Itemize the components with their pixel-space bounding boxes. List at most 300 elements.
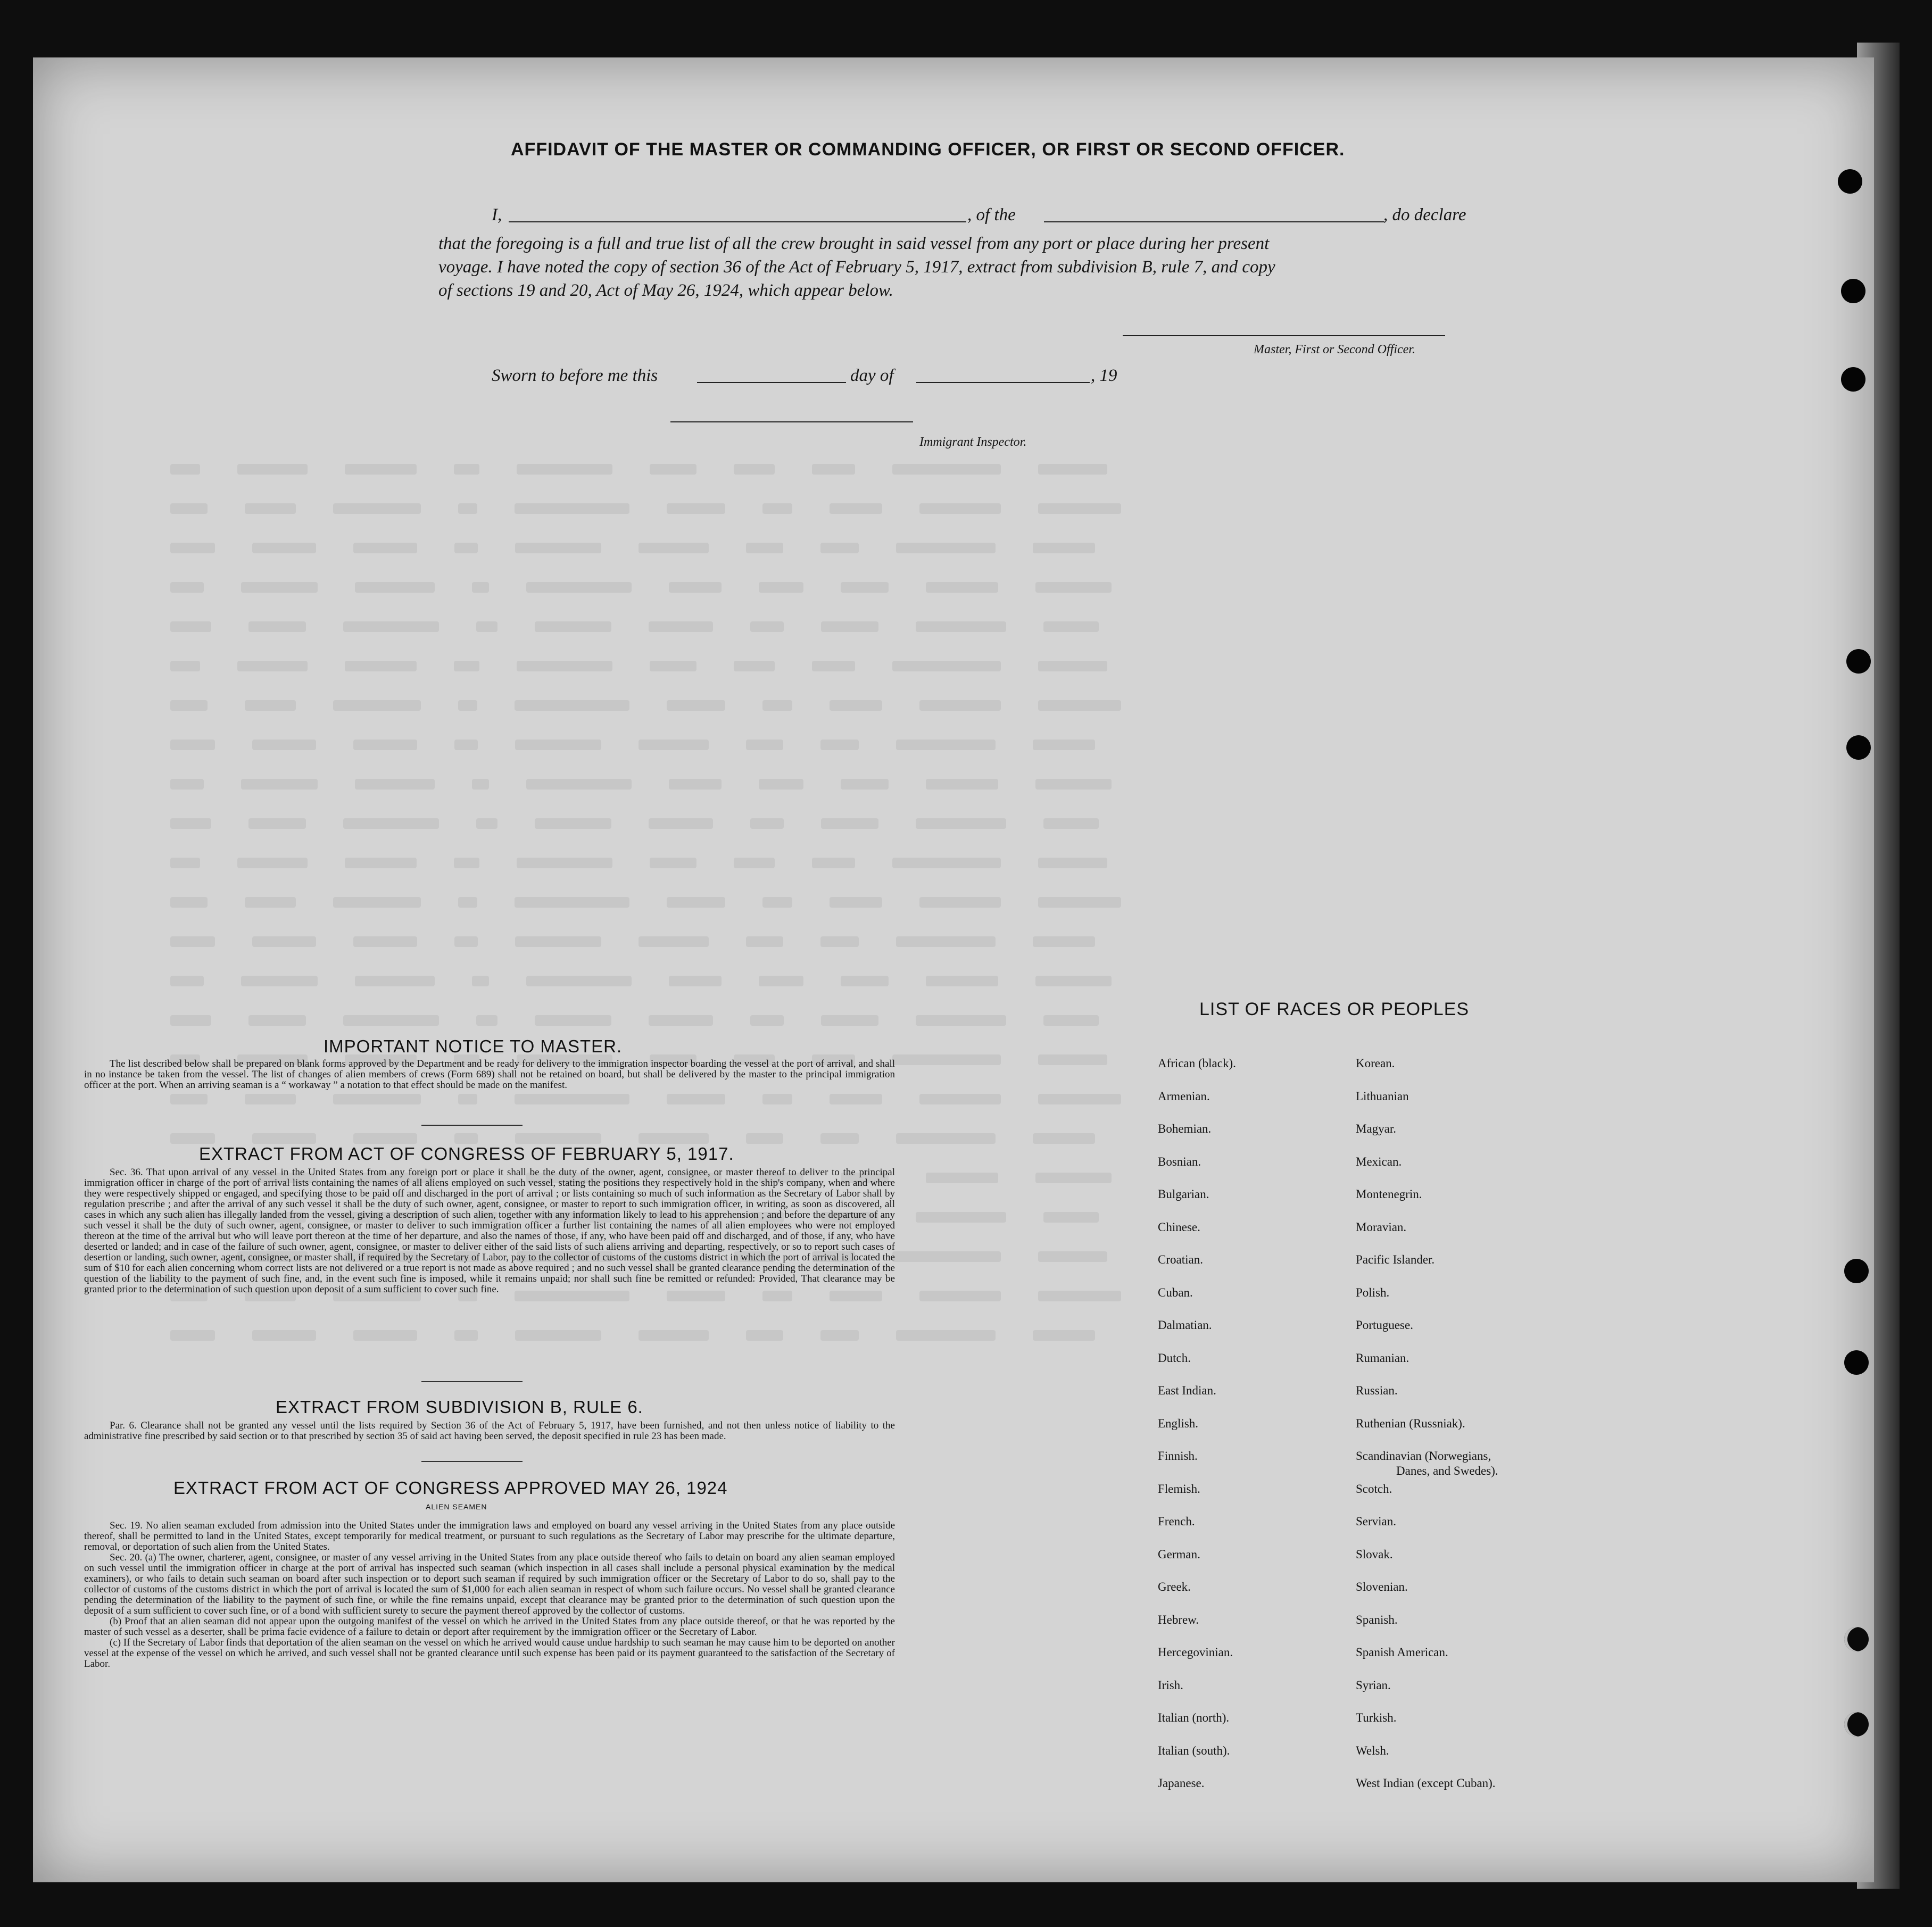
race-entry: Turkish. — [1356, 1711, 1397, 1724]
race-entry: Polish. — [1356, 1285, 1390, 1299]
bleed-through-mark — [1035, 1173, 1112, 1183]
bleed-through-mark — [667, 503, 725, 514]
bleed-through-row — [170, 582, 1793, 595]
bleed-through-mark — [896, 1133, 996, 1144]
bleed-through-row — [170, 897, 1793, 910]
sworn-day-of: day of — [850, 366, 894, 385]
bleed-through-mark — [667, 700, 725, 711]
bleed-through-mark — [734, 661, 775, 671]
race-entry: West Indian (except Cuban). — [1356, 1776, 1496, 1790]
bleed-through-mark — [343, 621, 439, 632]
bleed-through-mark — [355, 779, 435, 790]
bleed-through-mark — [355, 976, 435, 986]
bleed-through-mark — [333, 1094, 421, 1104]
bleed-through-mark — [454, 1133, 478, 1144]
bleed-through-mark — [515, 1094, 629, 1104]
paragraph-6: Par. 6. Clearance shall not be granted any vessel until the lists required by Section 36 of the Act of February 5, 1917, have been furnished, and not then unless notice of liability to the administrative fine prescribed by said section or to that prescribed by section 35 of said act having been served, the deposit specified in rule 23 has been made. — [84, 1420, 895, 1442]
bleed-through-mark — [762, 1094, 792, 1104]
bleed-through-mark — [896, 936, 996, 947]
bleed-through-mark — [841, 976, 889, 986]
bleed-through-mark — [170, 700, 208, 711]
bleed-through-mark — [458, 1094, 477, 1104]
race-entry: Irish. — [1158, 1678, 1183, 1692]
bleed-through-mark — [896, 1330, 996, 1341]
bleed-through-mark — [454, 543, 478, 553]
bleed-through-mark — [667, 897, 725, 908]
bleed-through-row — [170, 818, 1793, 831]
bleed-through-mark — [333, 700, 421, 711]
race-entry: Welsh. — [1356, 1743, 1389, 1757]
bleed-through-mark — [353, 936, 417, 947]
declaration-line-3: voyage. I have noted the copy of section 36 of the Act of February 5, 1917, extract from subdivision B, rule 7, and copy — [438, 258, 1275, 277]
bleed-through-mark — [650, 858, 696, 868]
bleed-through-mark — [916, 818, 1006, 829]
race-entry: Russian. — [1356, 1384, 1398, 1397]
bleed-through-row — [170, 464, 1793, 477]
bleed-through-mark — [916, 621, 1006, 632]
bleed-through-mark — [345, 858, 417, 868]
race-entry: Pacific Islander. — [1356, 1253, 1435, 1266]
race-entry: Bohemian. — [1158, 1122, 1212, 1135]
bleed-through-mark — [345, 464, 417, 475]
bleed-through-mark — [746, 1133, 783, 1144]
bleed-through-row — [170, 700, 1793, 713]
bleed-through-mark — [454, 858, 479, 868]
bleed-through-mark — [820, 936, 859, 947]
bleed-through-mark — [1038, 503, 1121, 514]
race-entry: Slovenian. — [1356, 1580, 1408, 1593]
section-36-paragraph: Sec. 36. That upon arrival of any vessel in the United States from any foreign port or place it shall be the duty of the owner, agent, consignee, or master thereof to deliver to the principal immigration officer in charge of the port of arrival lists containing the names of all aliens employed on such vessel, stating the positions they respectively hold in the ship's company, when and where they were respectively shipped or engaged, and specifying those to be paid off and discharged in the port of arrival ; or lists containing so much of such information as the Secretary of Labor shall by regulation prescribe ; and after the arrival of any such vessel it shall be the duty of such owner, agent, consignee, or master to report to such immigration officer, in writing, as soon as discovered, all cases in which any such alien has illegally landed from the vessel, giving a description of such alien, together with any information likely to lead to his apprehension ; and before the departure of any such vessel it shall be the duty of such owner, agent, consignee, or master to deliver to such immigration officer a further list containing the names of all alien employees who were not employed thereon at the time of the arrival but who will leave port thereon at the time of her departure, and also the names of those, if any, who have been paid off and discharged, and of those, if any, who have deserted or landed; and in case of the failure of such owner, agent, consignee, or master to deliver either of the said lists of such aliens arriving and departing, respectively, or so to report such cases of desertion or landing, such owner, agent, consignee, or master shall, if required by the Secretary of Labor, pay to the collector of customs of the customs district in which the port of arrival is located the sum of $10 for each alien concerning whom correct lists are not delivered or a true report is not made as above required ; and no such vessel shall be granted clearance pending the determination of the question of the liability to the payment of such fine, and, in the event such fine is imposed, while it remains unpaid; nor shall such fine be remitted or refunded: Provided, That clearance may be granted prior to the determination of such question upon deposit of a sum sufficient to cover such fine. — [84, 1167, 895, 1295]
extract-1917-title: EXTRACT FROM ACT OF CONGRESS OF FEBRUARY 5, 1917. — [199, 1144, 734, 1164]
bleed-through-mark — [734, 858, 775, 868]
race-entry: Moravian. — [1356, 1220, 1407, 1234]
bleed-through-mark — [170, 503, 208, 514]
bleed-through-mark — [667, 1094, 725, 1104]
bleed-through-mark — [1035, 582, 1112, 593]
bleed-through-mark — [245, 897, 296, 908]
race-entry: Croatian. — [1158, 1253, 1203, 1266]
race-entry: German. — [1158, 1547, 1200, 1561]
race-entry: Finnish. — [1158, 1449, 1198, 1463]
binder-hole — [1846, 649, 1871, 674]
race-entry: Korean. — [1356, 1057, 1395, 1070]
bleed-through-mark — [170, 936, 215, 947]
bleed-through-mark — [1035, 976, 1112, 986]
bleed-through-mark — [892, 858, 1001, 868]
binder-hole — [1841, 367, 1865, 392]
bleed-through-mark — [821, 1015, 878, 1026]
bleed-through-mark — [245, 1094, 296, 1104]
race-entry: Italian (north). — [1158, 1711, 1230, 1724]
bleed-through-mark — [252, 1133, 316, 1144]
bleed-through-mark — [454, 740, 478, 750]
bleed-through-mark — [669, 976, 722, 986]
section-divider — [421, 1461, 523, 1462]
bleed-through-mark — [892, 661, 1001, 671]
sworn-statement: Sworn to before me this — [492, 366, 658, 385]
bleed-through-mark — [1033, 936, 1095, 947]
bleed-through-mark — [1033, 543, 1095, 553]
bleed-through-mark — [746, 1330, 783, 1341]
bleed-through-mark — [1038, 897, 1121, 908]
notice-paragraph: The list described below shall be prepared on blank forms approved by the Department and be ready for delivery to the immigration inspector boarding the vessel at the port of arrival, and shall in no instance be taken from the vessel. The list of changes of alien members of crews (Form 689) shall not be retained on board, but shall be delivered by the master to the principal immigration officer at the port. When an arriving seaman is a “ workaway ” a notation to that effect should be made on the manifest. — [84, 1058, 895, 1091]
bleed-through-mark — [170, 1015, 211, 1026]
race-entry: Syrian. — [1356, 1678, 1391, 1692]
race-entry: English. — [1158, 1416, 1199, 1430]
race-entry: Hercegovinian. — [1158, 1646, 1233, 1659]
bleed-through-mark — [926, 582, 998, 593]
bleed-through-row — [170, 621, 1793, 634]
bleed-through-mark — [926, 1173, 998, 1183]
bleed-through-mark — [353, 1133, 417, 1144]
bleed-through-mark — [535, 818, 611, 829]
race-entry: Portuguese. — [1356, 1318, 1413, 1332]
bleed-through-mark — [926, 976, 998, 986]
bleed-through-mark — [830, 700, 882, 711]
sworn-year: , 19 — [1091, 366, 1117, 385]
bleed-through-mark — [750, 818, 784, 829]
race-entry: Japanese. — [1158, 1776, 1205, 1790]
bleed-through-mark — [916, 1015, 1006, 1026]
bleed-through-mark — [515, 740, 601, 750]
bleed-through-mark — [830, 897, 882, 908]
bleed-through-mark — [248, 818, 306, 829]
bleed-through-mark — [896, 740, 996, 750]
bleed-through-row — [170, 740, 1793, 752]
bleed-through-mark — [762, 503, 792, 514]
bleed-through-mark — [919, 1291, 1001, 1301]
inspector-signature-caption: Immigrant Inspector. — [919, 435, 1027, 449]
bleed-through-mark — [759, 582, 803, 593]
bleed-through-mark — [762, 897, 792, 908]
bleed-through-mark — [649, 1015, 713, 1026]
race-entry: Servian. — [1356, 1515, 1397, 1528]
bleed-through-mark — [458, 700, 477, 711]
binder-hole — [1841, 279, 1865, 303]
bleed-through-mark — [746, 543, 783, 553]
bleed-through-mark — [919, 897, 1001, 908]
bleed-through-mark — [639, 543, 709, 553]
bleed-through-mark — [1033, 1133, 1095, 1144]
bleed-through-mark — [812, 661, 855, 671]
bleed-through-mark — [830, 1094, 882, 1104]
bleed-through-mark — [252, 740, 316, 750]
race-entry: Greek. — [1158, 1580, 1191, 1593]
bleed-through-mark — [919, 1094, 1001, 1104]
race-entry: Dutch. — [1158, 1351, 1191, 1365]
bleed-through-mark — [252, 936, 316, 947]
master-signature-line — [1123, 335, 1445, 336]
bleed-through-mark — [526, 582, 632, 593]
bleed-through-mark — [170, 661, 200, 671]
bleed-through-mark — [170, 464, 200, 475]
bleed-through-row — [170, 779, 1793, 792]
extract-rule6-text — [84, 1421, 895, 1442]
alien-seamen-subtitle: ALIEN SEAMEN — [426, 1502, 487, 1511]
races-title: LIST OF RACES OR PEOPLES — [1199, 999, 1470, 1019]
race-entry: Bosnian. — [1158, 1154, 1201, 1168]
race-entry: Spanish. — [1356, 1613, 1398, 1626]
bleed-through-mark — [650, 464, 696, 475]
bleed-through-mark — [1038, 1094, 1121, 1104]
binder-hole — [1838, 169, 1862, 194]
bleed-through-mark — [515, 503, 629, 514]
bleed-through-mark — [1038, 464, 1107, 475]
bleed-through-mark — [170, 818, 211, 829]
race-entry: East Indian. — [1158, 1384, 1216, 1397]
race-entry: Rumanian. — [1356, 1351, 1409, 1365]
bleed-through-mark — [517, 464, 612, 475]
bleed-through-mark — [1043, 1212, 1099, 1223]
bleed-through-mark — [759, 976, 803, 986]
section-20a-paragraph: Sec. 20. (a) The owner, charterer, agent, consignee, or master of any vessel arriving in the United States from any place outside thereof who fails to detain on board any alien seaman employed on such vessel until the immigration officer in charge at the port of arrival has inspected such seaman (which inspection in all cases shall include a personal physical examination by the medical examiners), or who fails to detain such seaman on board after such inspection or to deport such seaman if required by such immigration officer or the Secretary of Labor to do so, shall pay to the collector of customs of the customs district in which the port of arrival is located the sum of $1,000 for each alien seaman in respect of whom such failure occurs. No vessel shall be granted clearance pending the determination of the liability to the payment of such fine, or while the fine remains unpaid, except that clearance may be granted prior to the determination of such question upon the deposit of a sum sufficient to cover such fine, or of a bond with sufficient surety to secure the payment thereof approved by the collector of customs. — [84, 1552, 895, 1616]
bleed-through-mark — [454, 936, 478, 947]
extract-rule6-title: EXTRACT FROM SUBDIVISION B, RULE 6. — [276, 1397, 643, 1417]
section-divider — [421, 1381, 523, 1382]
bleed-through-mark — [170, 897, 208, 908]
race-entry: Ruthenian (Russniak). — [1356, 1416, 1465, 1430]
bleed-through-mark — [237, 858, 308, 868]
bleed-through-mark — [759, 779, 803, 790]
race-entry: Lithuanian — [1356, 1089, 1409, 1103]
bleed-through-mark — [355, 582, 435, 593]
bleed-through-mark — [170, 543, 215, 553]
bleed-through-mark — [333, 503, 421, 514]
bleed-through-mark — [1043, 1015, 1099, 1026]
bleed-through-mark — [1038, 700, 1121, 711]
race-entry: Hebrew. — [1158, 1613, 1199, 1626]
race-entry: Scandinavian (Norwegians, — [1356, 1449, 1491, 1463]
extract-1924-title: EXTRACT FROM ACT OF CONGRESS APPROVED MAY 26, 1924 — [173, 1478, 728, 1498]
bleed-through-row — [170, 858, 1793, 870]
bleed-through-mark — [821, 818, 878, 829]
bleed-through-mark — [820, 1330, 859, 1341]
race-entry: Scotch. — [1356, 1482, 1392, 1496]
bleed-through-mark — [1043, 621, 1099, 632]
bleed-through-mark — [170, 1330, 215, 1341]
bleed-through-mark — [472, 779, 489, 790]
bleed-through-mark — [535, 1015, 611, 1026]
bleed-through-mark — [1038, 1291, 1121, 1301]
bleed-through-mark — [472, 582, 489, 593]
declaration-of-the: , of the — [967, 205, 1016, 225]
bleed-through-mark — [734, 464, 775, 475]
bleed-through-mark — [517, 858, 612, 868]
bleed-through-mark — [476, 818, 497, 829]
binder-hole — [1844, 1350, 1869, 1375]
race-entry: Armenian. — [1158, 1089, 1210, 1103]
bleed-through-mark — [454, 661, 479, 671]
bleed-through-mark — [515, 543, 601, 553]
bleed-through-mark — [526, 779, 632, 790]
bleed-through-mark — [639, 936, 709, 947]
bleed-through-mark — [649, 621, 713, 632]
bleed-through-mark — [892, 464, 1001, 475]
bleed-through-mark — [245, 503, 296, 514]
bleed-through-mark — [916, 1212, 1006, 1223]
bleed-through-mark — [892, 1251, 1001, 1262]
notice-title: IMPORTANT NOTICE TO MASTER. — [324, 1036, 623, 1056]
notice-text — [84, 1059, 895, 1091]
bleed-through-mark — [343, 818, 439, 829]
inspector-signature-line — [670, 421, 913, 422]
race-entry: Cuban. — [1158, 1285, 1193, 1299]
bleed-through-mark — [248, 1015, 306, 1026]
bleed-through-mark — [830, 503, 882, 514]
bleed-through-mark — [454, 464, 479, 475]
binder-hole — [1844, 1712, 1869, 1737]
bleed-through-mark — [1038, 661, 1107, 671]
bleed-through-mark — [821, 621, 878, 632]
race-entry: French. — [1158, 1515, 1195, 1528]
bleed-through-mark — [170, 779, 204, 790]
extract-1917-text — [84, 1167, 895, 1295]
bleed-through-mark — [650, 661, 696, 671]
bleed-through-mark — [458, 897, 477, 908]
bleed-through-mark — [343, 1015, 439, 1026]
bleed-through-mark — [515, 1330, 601, 1341]
bleed-through-row — [170, 1330, 1793, 1343]
bleed-through-mark — [649, 818, 713, 829]
section-19-paragraph: Sec. 19. No alien seaman excluded from admission into the United States under the immigration laws and employed on board any vessel arriving in the United States from any place outside thereof, shall be permitted to land in the United States, except temporarily for medical treatment, or pursuant to such regulations as the Secretary of Labor may prescribe for the ultimate departure, removal, or deportation of such alien from the United States. — [84, 1520, 895, 1552]
bleed-through-mark — [458, 503, 477, 514]
binder-hole — [1846, 735, 1871, 760]
bleed-through-mark — [896, 543, 996, 553]
bleed-through-mark — [746, 936, 783, 947]
bleed-through-mark — [333, 897, 421, 908]
bleed-through-mark — [1033, 1330, 1095, 1341]
bleed-through-mark — [345, 661, 417, 671]
bleed-through-row — [170, 1015, 1793, 1028]
bleed-through-mark — [820, 740, 859, 750]
bleed-through-mark — [841, 779, 889, 790]
bleed-through-mark — [515, 700, 629, 711]
bleed-through-mark — [820, 543, 859, 553]
bleed-through-mark — [526, 976, 632, 986]
bleed-through-mark — [170, 858, 200, 868]
bleed-through-mark — [170, 740, 215, 750]
bleed-through-mark — [639, 1133, 709, 1144]
bleed-through-mark — [454, 1330, 478, 1341]
bleed-through-mark — [245, 700, 296, 711]
bleed-through-mark — [669, 779, 722, 790]
declaration-line-2: that the foregoing is a full and true list of all the crew brought in said vessel from any port or place during her present — [438, 234, 1270, 253]
bleed-through-row — [170, 976, 1793, 989]
bleed-through-mark — [170, 976, 204, 986]
bleed-through-mark — [812, 464, 855, 475]
affidavit-title: AFFIDAVIT OF THE MASTER OR COMMANDING OFFICER, OR FIRST OR SECOND OFFICER. — [511, 139, 1345, 160]
bleed-through-mark — [252, 543, 316, 553]
bleed-through-mark — [919, 700, 1001, 711]
bleed-through-mark — [1043, 818, 1099, 829]
declaration-do-declare: , do declare — [1383, 205, 1466, 225]
bleed-through-mark — [170, 582, 204, 593]
binder-hole — [1844, 1627, 1869, 1651]
bleed-through-mark — [926, 779, 998, 790]
bleed-through-mark — [353, 543, 417, 553]
section-20c-paragraph: (c) If the Secretary of Labor finds that deportation of the alien seaman on the vessel on which he arrived would cause undue hardship to such seaman he may cause him to be deported on another vessel at the expense of the vessel on which he arrived, and such vessel shall not be granted clearance until such expense has been paid or its payment guaranteed to the satisfaction of the Secretary of Labor. — [84, 1637, 895, 1669]
section-20b-paragraph: (b) Proof that an alien seaman did not appear upon the outgoing manifest of the vessel on which he arrived in the United States from any place outside thereof, or that he was reported by the master of such vessel as a deserter, shall be prima facie evidence of a failure to detain or deport after requirement by the immigration officer or the Secretary of Labor. — [84, 1616, 895, 1638]
bleed-through-mark — [750, 621, 784, 632]
bleed-through-mark — [170, 621, 211, 632]
bleed-through-mark — [248, 621, 306, 632]
bleed-through-mark — [762, 700, 792, 711]
bleed-through-row — [170, 936, 1793, 949]
bleed-through-row — [170, 1094, 1793, 1107]
race-entry: Flemish. — [1158, 1482, 1200, 1496]
bleed-through-mark — [1033, 740, 1095, 750]
master-signature-caption: Master, First or Second Officer. — [1254, 343, 1415, 356]
bleed-through-row — [170, 503, 1793, 516]
bleed-through-mark — [353, 740, 417, 750]
bleed-through-row — [170, 543, 1793, 555]
race-entry: Magyar. — [1356, 1122, 1397, 1135]
bleed-through-mark — [241, 976, 318, 986]
bleed-through-mark — [535, 621, 611, 632]
race-entry: Montenegrin. — [1356, 1187, 1422, 1201]
bleed-through-mark — [515, 1133, 601, 1144]
bleed-through-mark — [1038, 858, 1107, 868]
bleed-through-mark — [170, 1094, 208, 1104]
race-entry: Italian (south). — [1158, 1743, 1230, 1757]
bleed-through-mark — [237, 464, 308, 475]
bleed-through-mark — [476, 621, 497, 632]
bleed-through-mark — [892, 1054, 1001, 1065]
race-entry: Chinese. — [1158, 1220, 1200, 1234]
name-blank — [509, 221, 966, 222]
section-divider — [421, 1125, 523, 1126]
bleed-through-mark — [750, 1015, 784, 1026]
bleed-through-mark — [1038, 1054, 1107, 1065]
bleed-through-mark — [1035, 779, 1112, 790]
bleed-through-mark — [353, 1330, 417, 1341]
bleed-through-mark — [517, 661, 612, 671]
bleed-through-mark — [820, 1133, 859, 1144]
race-entry: Mexican. — [1356, 1154, 1402, 1168]
bleed-through-mark — [241, 779, 318, 790]
race-entry: Dalmatian. — [1158, 1318, 1212, 1332]
bleed-through-mark — [639, 1330, 709, 1341]
race-entry: Spanish American. — [1356, 1646, 1448, 1659]
declaration-i: I, — [492, 205, 502, 225]
binder-hole — [1844, 1259, 1869, 1283]
bleed-through-mark — [237, 661, 308, 671]
bleed-through-mark — [252, 1330, 316, 1341]
race-entry: African (black). — [1158, 1057, 1236, 1070]
race-entry: Slovak. — [1356, 1547, 1393, 1561]
bleed-through-mark — [476, 1015, 497, 1026]
bleed-through-mark — [1038, 1251, 1107, 1262]
sworn-month-blank — [916, 382, 1090, 383]
vessel-blank — [1044, 221, 1384, 222]
bleed-through-mark — [515, 897, 629, 908]
sworn-date-blank — [697, 382, 846, 383]
bleed-through-mark — [746, 740, 783, 750]
race-entry: Bulgarian. — [1158, 1187, 1209, 1201]
race-entry: Danes, and Swedes). — [1396, 1464, 1498, 1477]
declaration-line-4: of sections 19 and 20, Act of May 26, 1924, which appear below. — [438, 281, 893, 300]
bleed-through-mark — [241, 582, 318, 593]
bleed-through-mark — [919, 503, 1001, 514]
extract-1924-text — [84, 1521, 895, 1669]
bleed-through-mark — [472, 976, 489, 986]
bleed-through-mark — [669, 582, 722, 593]
bleed-through-mark — [515, 936, 601, 947]
bleed-through-mark — [841, 582, 889, 593]
bleed-through-mark — [170, 1133, 215, 1144]
bleed-through-mark — [812, 858, 855, 868]
bleed-through-row — [170, 661, 1793, 674]
